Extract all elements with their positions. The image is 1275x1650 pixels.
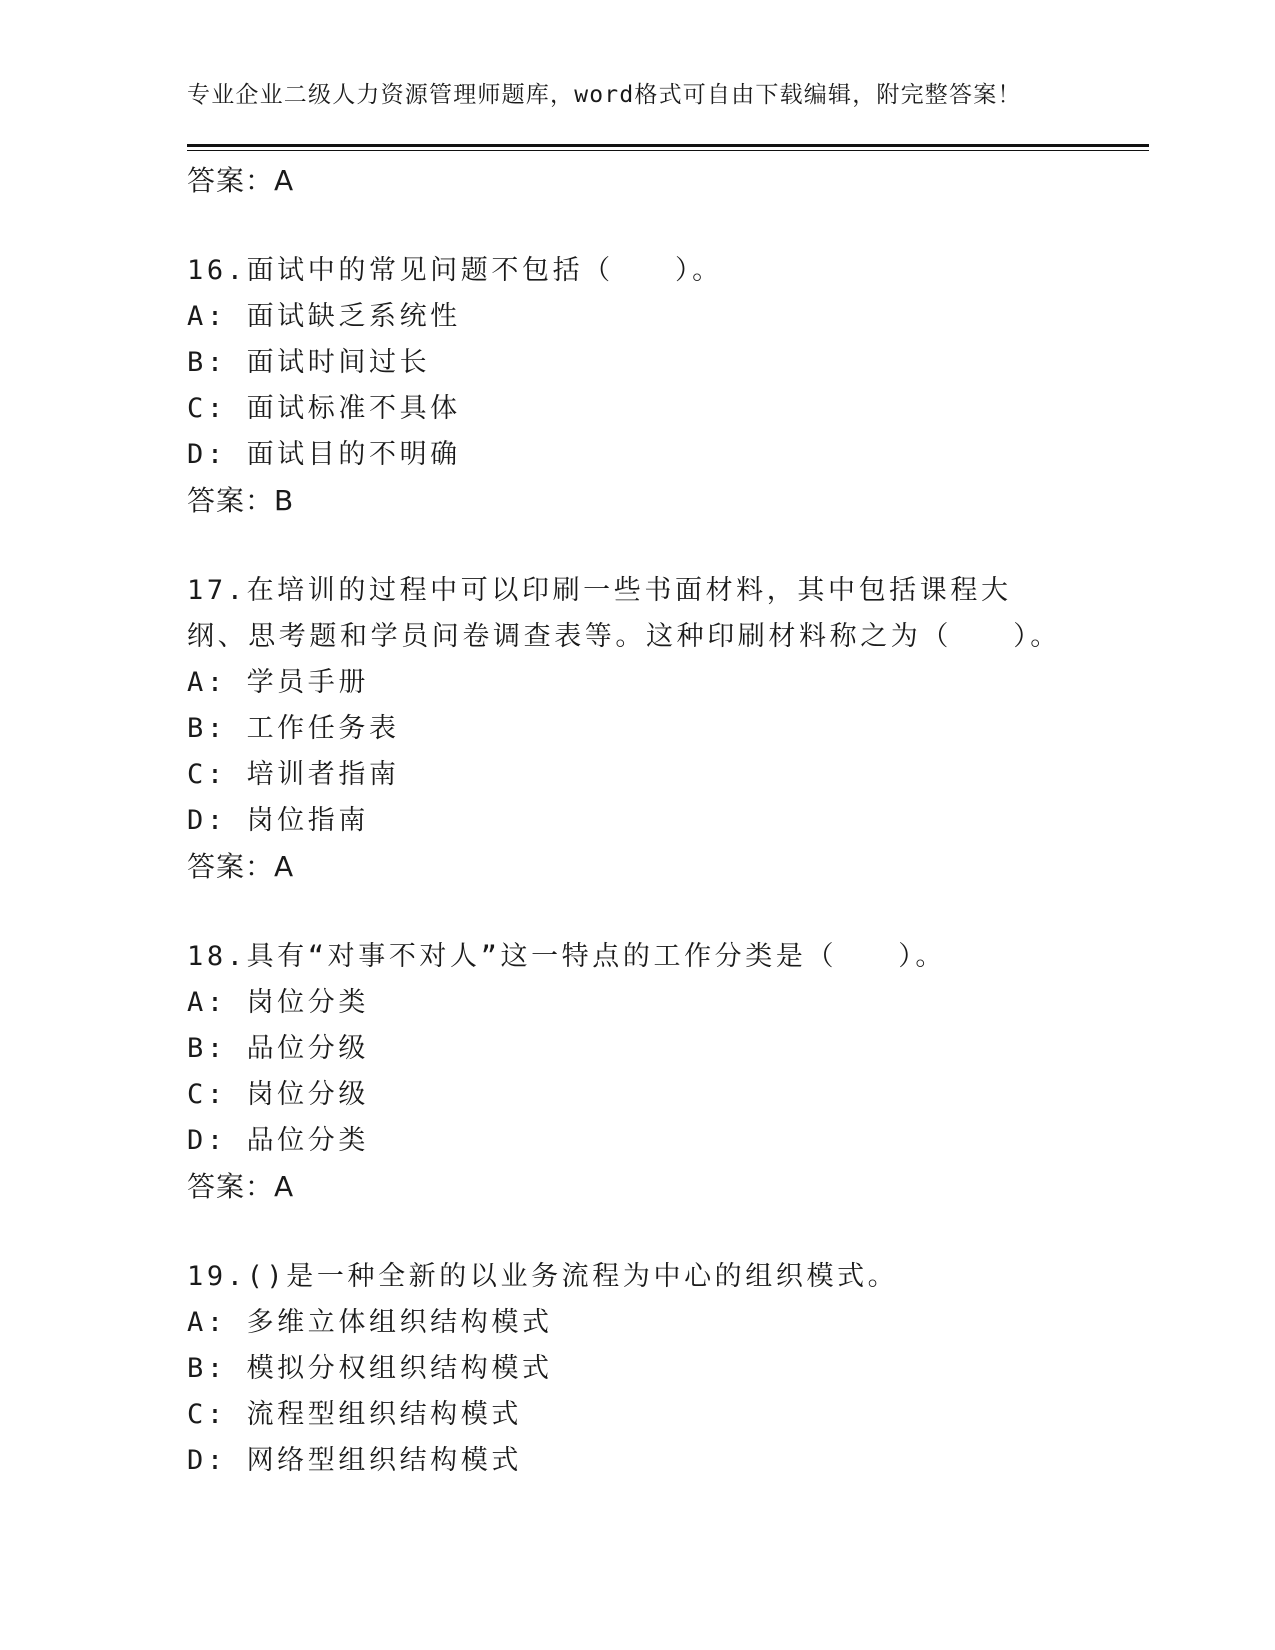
answer-line: 答案：A bbox=[187, 1170, 295, 1203]
answer-line: 答案：A bbox=[187, 164, 295, 197]
option-c: C: 培训者指南 bbox=[187, 759, 400, 790]
header-rule-thick bbox=[187, 144, 1149, 147]
header-rule-thin bbox=[187, 150, 1149, 151]
question-list bbox=[187, 158, 1087, 1484]
question-stem: 16.面试中的常见问题不包括（ ）。 bbox=[187, 255, 723, 286]
option-a: A: 多维立体组织结构模式 bbox=[187, 1307, 553, 1338]
answer-line: 答案：A bbox=[187, 850, 295, 883]
option-c: C: 流程型组织结构模式 bbox=[187, 1399, 522, 1430]
question-stem: 17.在培训的过程中可以印刷一些书面材料，其中包括课程大纲、思考题和学员问卷调查表等。这种印刷材料称之为（ ）。 bbox=[187, 575, 1061, 652]
option-a: A: 学员手册 bbox=[187, 667, 369, 698]
option-b: B: 工作任务表 bbox=[187, 713, 400, 744]
question-stem: 18.具有“对事不对人”这一特点的工作分类是（ ）。 bbox=[187, 941, 946, 972]
option-d: D: 岗位指南 bbox=[187, 805, 369, 836]
option-d: D: 网络型组织结构模式 bbox=[187, 1445, 522, 1476]
option-a: A: 面试缺乏系统性 bbox=[187, 301, 461, 332]
question-block bbox=[187, 934, 1087, 1210]
answer-line: 答案：B bbox=[187, 484, 295, 517]
option-b: B: 模拟分权组织结构模式 bbox=[187, 1353, 553, 1384]
option-d: D: 品位分类 bbox=[187, 1125, 369, 1156]
option-c: C: 面试标准不具体 bbox=[187, 393, 461, 424]
question-stem: 19.()是一种全新的以业务流程为中心的组织模式。 bbox=[187, 1261, 899, 1292]
option-b: B: 品位分级 bbox=[187, 1033, 369, 1064]
option-a: A: 岗位分类 bbox=[187, 987, 369, 1018]
option-d: D: 面试目的不明确 bbox=[187, 439, 461, 470]
question-block bbox=[187, 1254, 1087, 1484]
option-b: B: 面试时间过长 bbox=[187, 347, 431, 378]
option-c: C: 岗位分级 bbox=[187, 1079, 369, 1110]
page-header-text: 专业企业二级人力资源管理师题库，word格式可自由下载编辑，附完整答案！ bbox=[187, 82, 1022, 108]
question-block bbox=[187, 568, 1087, 890]
question-block bbox=[187, 248, 1087, 524]
